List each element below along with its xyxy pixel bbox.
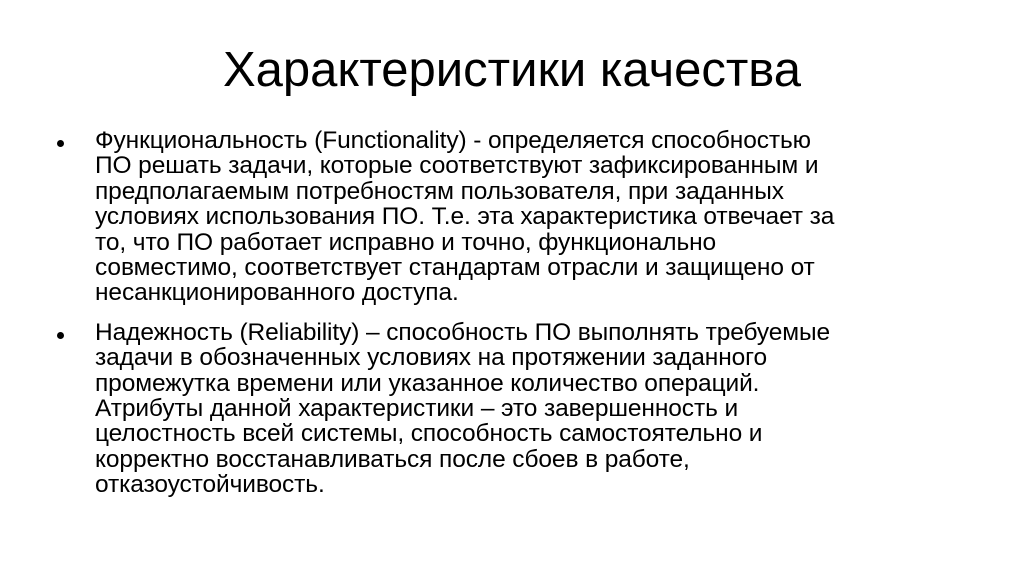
bullet-item-reliability (57, 320, 977, 498)
bullet-item-functionality (57, 128, 977, 306)
bullet-dot-icon (57, 332, 64, 339)
slide-title: Характеристики качества (222, 43, 802, 97)
bullet-list (57, 128, 977, 512)
bullet-dot-icon (57, 140, 64, 147)
bullet-text: Надежность (Reliability) – способность ПО выполнять требуемые задачи в обозначенных условиях на протяжении заданного промежутка времени или указанное количество операций. Атрибуты данной характеристики – это завершенность и целостность всей системы, способность самостоятельно и корректно восстанавливаться после сбоев в работе, отказоустойчивость. (95, 318, 831, 499)
bullet-text: Функциональность (Functionality) - определяется способностью ПО решать задачи, которые соответствуют зафиксированным и предполагаемым потребностям пользователя, при заданных условиях использования ПО. Т.е. эта характеристика отвечает за то, что ПО работает исправно и точно, функционально совместимо, соответствует стандартам отрасли и защищено от несанкционированного доступа. (95, 127, 835, 307)
